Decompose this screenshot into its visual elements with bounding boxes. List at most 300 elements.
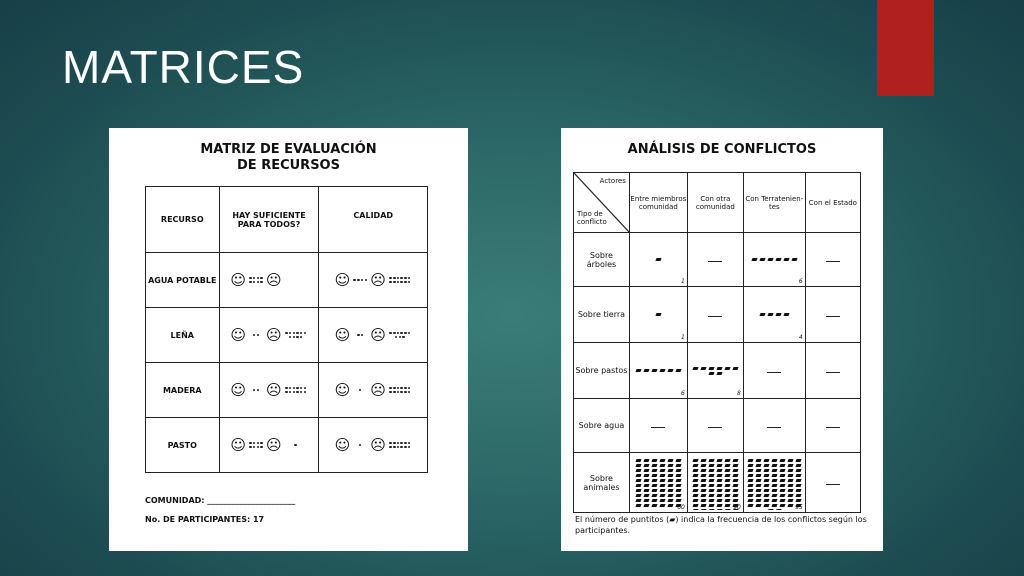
conflict-mark	[667, 504, 673, 507]
slide-title: MATRICES	[62, 41, 305, 93]
conflict-mark	[651, 469, 657, 472]
conflict-mark	[643, 489, 649, 492]
conflict-mark	[755, 459, 761, 462]
conflict-mark	[667, 459, 673, 462]
conflict-mark	[763, 479, 769, 482]
accent-bar	[877, 0, 934, 96]
conflict-mark	[779, 459, 785, 462]
conflict-mark	[692, 489, 698, 492]
conflict-mark	[755, 469, 761, 472]
conflict-row	[574, 453, 861, 513]
conflict-mark	[779, 469, 785, 472]
conflict-mark	[724, 504, 730, 507]
conflict-count: 6	[681, 390, 685, 397]
conflict-mark	[643, 499, 649, 502]
conflict-mark	[667, 369, 673, 372]
conflict-mark	[692, 494, 698, 497]
no-conflict-dash	[708, 261, 722, 262]
resource-row	[146, 418, 428, 473]
conflict-count: 1	[681, 334, 685, 341]
conflict-count: 4	[798, 334, 803, 341]
conflict-mark	[755, 489, 761, 492]
conflict-mark	[635, 459, 641, 462]
no-conflict-dash	[767, 427, 781, 428]
conflict-mark	[724, 489, 730, 492]
conflict-mark	[700, 367, 706, 370]
conflict-mark	[755, 474, 761, 477]
conflict-cell	[743, 453, 805, 513]
conflict-mark	[747, 504, 753, 507]
participants-label: No. DE PARTICIPANTES: 17	[145, 515, 265, 524]
conflict-mark	[659, 369, 665, 372]
conflict-mark	[755, 479, 761, 482]
conflict-mark	[675, 369, 681, 372]
conflict-mark	[708, 489, 714, 492]
conflict-mark	[716, 494, 722, 497]
conflict-mark	[651, 464, 657, 467]
conflict-count: 8	[737, 390, 741, 397]
quality-cell	[319, 418, 428, 473]
conflict-mark	[724, 464, 730, 467]
conflict-type-label: Sobre tierra	[574, 287, 630, 343]
conflict-cell	[743, 233, 805, 287]
conflict-mark	[771, 484, 777, 487]
conflict-mark	[775, 313, 781, 316]
conflict-mark	[716, 372, 722, 375]
conflict-mark	[771, 504, 777, 507]
conflict-mark	[779, 504, 785, 507]
conflict-mark	[724, 469, 730, 472]
conflict-mark	[779, 474, 785, 477]
conflict-mark	[643, 484, 649, 487]
conflict-mark	[795, 469, 801, 472]
conflict-mark	[787, 469, 793, 472]
conflict-mark	[716, 474, 722, 477]
conflict-mark	[635, 499, 641, 502]
conflict-mark	[635, 469, 641, 472]
conflict-type-label: Sobre animales	[574, 453, 630, 513]
conflict-mark	[667, 474, 673, 477]
conflict-mark	[771, 489, 777, 492]
conflict-mark	[783, 258, 789, 261]
conflict-mark	[635, 489, 641, 492]
conflict-mark	[775, 509, 781, 510]
conflict-mark	[771, 464, 777, 467]
conflict-mark	[659, 479, 665, 482]
conflict-mark	[651, 489, 657, 492]
enough-cell	[219, 363, 319, 418]
conflict-row	[574, 399, 861, 453]
conflict-mark	[708, 367, 714, 370]
conflict-mark	[763, 469, 769, 472]
conflict-mark	[795, 474, 801, 477]
resource-matrix-image	[109, 128, 468, 551]
frequency-note: El número de puntitos (▰) indica la frecuencia de los conflictos según los participantes.	[575, 515, 867, 535]
conflict-cell	[805, 233, 860, 287]
conflict-mark	[787, 479, 793, 482]
conflict-mark	[635, 369, 641, 372]
conflict-mark	[716, 509, 722, 510]
conflict-mark	[651, 484, 657, 487]
conflict-mark	[667, 469, 673, 472]
conflict-mark	[724, 499, 730, 502]
conflict-mark	[759, 313, 765, 316]
conflict-mark	[732, 499, 738, 502]
conflict-mark	[655, 313, 661, 316]
sad-face-icon: ☹	[266, 435, 282, 454]
happy-face-icon: ☺	[230, 325, 246, 344]
sad-face-icon: ☹	[266, 325, 282, 344]
conflict-mark	[643, 469, 649, 472]
resource-label: LEÑA	[146, 308, 220, 363]
conflict-mark	[700, 479, 706, 482]
conflict-mark	[724, 479, 730, 482]
conflict-mark	[659, 489, 665, 492]
conflict-cell	[687, 343, 743, 399]
conflict-mark	[700, 499, 706, 502]
conflict-mark	[675, 464, 681, 467]
conflict-mark	[779, 494, 785, 497]
conflict-mark	[655, 258, 661, 261]
conflict-mark	[755, 464, 761, 467]
conflict-mark	[675, 494, 681, 497]
conflict-mark	[708, 469, 714, 472]
resource-row	[146, 363, 428, 418]
conflict-mark	[763, 459, 769, 462]
conflict-mark	[763, 489, 769, 492]
conflict-mark	[775, 258, 781, 261]
conflict-mark	[643, 474, 649, 477]
enough-cell	[219, 308, 319, 363]
conflict-mark	[675, 469, 681, 472]
header-resource: RECURSO	[146, 187, 220, 253]
conflict-mark	[787, 459, 793, 462]
conflict-mark	[708, 484, 714, 487]
conflict-mark	[675, 459, 681, 462]
header-landowners: Con Terratenien-tes	[743, 173, 805, 233]
quality-cell	[319, 253, 428, 308]
conflict-type-label: Sobre pastos	[574, 343, 630, 399]
conflict-mark	[771, 494, 777, 497]
conflict-mark	[651, 504, 657, 507]
conflict-mark	[787, 499, 793, 502]
conflict-mark	[708, 504, 714, 507]
conflict-count: 90	[733, 504, 741, 511]
conflict-mark	[675, 474, 681, 477]
conflict-mark	[659, 504, 665, 507]
header-enough: HAY SUFICIENTE PARA TODOS?	[219, 187, 319, 253]
no-conflict-dash	[826, 261, 840, 262]
conflict-mark	[716, 489, 722, 492]
header-state: Con el Estado	[805, 173, 860, 233]
conflict-mark	[700, 464, 706, 467]
conflict-mark	[787, 489, 793, 492]
matrix-title-line1: MATRIZ DE EVALUACIÓN	[200, 142, 377, 157]
conflict-mark	[795, 499, 801, 502]
conflict-mark	[651, 459, 657, 462]
conflict-mark	[795, 484, 801, 487]
enough-cell	[219, 253, 319, 308]
happy-face-icon: ☺	[230, 435, 246, 454]
conflict-cell	[687, 399, 743, 453]
conflict-mark	[787, 504, 793, 507]
conflict-mark	[700, 494, 706, 497]
conflict-mark	[771, 474, 777, 477]
conflict-mark	[635, 479, 641, 482]
conflict-mark	[700, 474, 706, 477]
conflict-mark	[732, 469, 738, 472]
conflict-cell	[629, 453, 687, 513]
conflict-mark	[779, 484, 785, 487]
happy-face-icon: ☺	[230, 270, 246, 289]
conflict-count: 60	[677, 504, 685, 511]
conflict-mark	[795, 459, 801, 462]
conflict-mark	[779, 489, 785, 492]
conflict-mark	[708, 459, 714, 462]
conflict-count: 6	[798, 278, 803, 285]
conflict-mark	[675, 484, 681, 487]
conflict-mark	[763, 494, 769, 497]
conflict-mark	[759, 258, 765, 261]
conflict-mark	[643, 504, 649, 507]
no-conflict-dash	[826, 316, 840, 317]
conflict-mark	[708, 499, 714, 502]
conflict-mark	[747, 474, 753, 477]
conflict-type-label: Sobre agua	[574, 399, 630, 453]
conflict-cell	[687, 287, 743, 343]
happy-face-icon: ☺	[334, 435, 351, 454]
conflict-cell	[629, 287, 687, 343]
conflict-mark	[651, 499, 657, 502]
conflict-cell	[743, 399, 805, 453]
conflict-mark	[692, 464, 698, 467]
conflict-mark	[659, 474, 665, 477]
conflict-cell	[805, 399, 860, 453]
no-conflict-dash	[708, 427, 722, 428]
sad-face-icon: ☹	[370, 435, 386, 454]
conflict-mark	[667, 464, 673, 467]
no-conflict-dash	[826, 372, 840, 373]
conflict-mark	[635, 474, 641, 477]
conflict-mark	[716, 459, 722, 462]
conflict-mark	[783, 313, 789, 316]
conflict-mark	[755, 494, 761, 497]
conflict-mark	[708, 494, 714, 497]
conflict-cell	[687, 453, 743, 513]
conflict-mark	[771, 499, 777, 502]
conflict-mark	[692, 367, 698, 370]
conflict-mark	[791, 258, 797, 261]
conflict-mark	[716, 469, 722, 472]
conflict-mark	[732, 474, 738, 477]
conflict-cell	[805, 287, 860, 343]
conflict-mark	[659, 469, 665, 472]
conflict-type-label: Sobre árboles	[574, 233, 630, 287]
resource-row	[146, 253, 428, 308]
conflict-mark	[732, 479, 738, 482]
conflict-mark	[747, 484, 753, 487]
conflict-mark	[675, 499, 681, 502]
conflict-mark	[732, 464, 738, 467]
conflict-mark	[708, 464, 714, 467]
happy-face-icon: ☺	[230, 380, 246, 399]
resource-label: AGUA POTABLE	[146, 253, 220, 308]
conflict-mark	[763, 504, 769, 507]
conflict-cell	[687, 233, 743, 287]
conflict-mark	[700, 484, 706, 487]
conflict-mark	[700, 469, 706, 472]
happy-face-icon: ☺	[334, 325, 351, 344]
header-other-community: Con otra comunidad	[687, 173, 743, 233]
conflict-mark	[667, 494, 673, 497]
conflict-mark	[667, 489, 673, 492]
conflict-mark	[763, 484, 769, 487]
conflict-mark	[667, 499, 673, 502]
resource-label: PASTO	[146, 418, 220, 473]
conflict-mark	[747, 469, 753, 472]
conflict-mark	[708, 372, 714, 375]
conflict-mark	[795, 494, 801, 497]
conflict-mark	[787, 474, 793, 477]
conflict-mark	[771, 459, 777, 462]
conflict-mark	[763, 464, 769, 467]
conflict-mark	[692, 469, 698, 472]
conflict-mark	[708, 509, 714, 510]
resource-row	[146, 308, 428, 363]
conflict-mark	[659, 484, 665, 487]
sad-face-icon: ☹	[370, 270, 386, 289]
conflict-mark	[747, 489, 753, 492]
conflict-mark	[724, 484, 730, 487]
conflict-mark	[724, 367, 730, 370]
conflict-mark	[635, 464, 641, 467]
conflict-mark	[659, 459, 665, 462]
conflict-mark	[763, 474, 769, 477]
community-label: COMUNIDAD: ______________________	[145, 496, 296, 505]
conflict-mark	[651, 494, 657, 497]
conflict-mark	[724, 459, 730, 462]
conflict-mark	[700, 504, 706, 507]
conflict-mark	[635, 504, 641, 507]
conflict-mark	[651, 479, 657, 482]
conflict-mark	[755, 504, 761, 507]
conflict-mark	[692, 509, 698, 510]
conflict-mark	[779, 499, 785, 502]
conflict-cell	[629, 399, 687, 453]
conflict-mark	[795, 489, 801, 492]
conflict-cell	[805, 343, 860, 399]
resource-matrix-table	[145, 186, 428, 473]
conflict-mark	[724, 509, 730, 510]
conflict-mark	[755, 484, 761, 487]
conflict-mark	[771, 469, 777, 472]
conflict-mark	[675, 479, 681, 482]
matrix-title-line2: DE RECURSOS	[237, 158, 340, 173]
conflict-mark	[716, 499, 722, 502]
header-members: Entre miembros comunidad	[629, 173, 687, 233]
conflict-mark	[635, 494, 641, 497]
conflict-mark	[716, 367, 722, 370]
sad-face-icon: ☹	[266, 380, 282, 399]
conflict-mark	[643, 369, 649, 372]
conflict-mark	[692, 484, 698, 487]
conflict-mark	[795, 479, 801, 482]
conflict-table	[573, 172, 861, 513]
conflict-mark	[708, 474, 714, 477]
conflict-cell	[629, 233, 687, 287]
conflict-mark	[732, 367, 738, 370]
enough-cell	[219, 418, 319, 473]
conflict-mark	[700, 459, 706, 462]
conflict-mark	[732, 489, 738, 492]
conflict-mark	[651, 474, 657, 477]
conflict-mark	[751, 258, 757, 261]
conflict-mark	[667, 479, 673, 482]
conflict-mark	[732, 494, 738, 497]
conflict-mark	[716, 484, 722, 487]
conflict-mark	[747, 499, 753, 502]
quality-cell	[319, 308, 428, 363]
conflict-mark	[779, 464, 785, 467]
conflict-mark	[700, 489, 706, 492]
header-quality: CALIDAD	[319, 187, 428, 253]
sad-face-icon: ☹	[370, 325, 386, 344]
conflict-mark	[767, 313, 773, 316]
conflict-mark	[659, 499, 665, 502]
sad-face-icon: ☹	[266, 270, 282, 289]
conflict-mark	[732, 484, 738, 487]
conflict-mark	[724, 494, 730, 497]
conflict-count: 1	[681, 278, 685, 285]
conflict-mark	[747, 459, 753, 462]
corner-top-label: Actores	[599, 177, 626, 185]
conflict-mark	[643, 464, 649, 467]
sad-face-icon: ☹	[370, 380, 386, 399]
conflict-mark	[747, 479, 753, 482]
conflict-mark	[795, 464, 801, 467]
conflict-mark	[767, 258, 773, 261]
conflict-mark	[692, 459, 698, 462]
conflict-mark	[692, 474, 698, 477]
conflict-mark	[659, 464, 665, 467]
corner-bottom-label: Tipo de conflicto	[577, 210, 607, 226]
conflict-analysis-image	[561, 128, 883, 551]
conflict-mark	[787, 494, 793, 497]
conflict-mark	[700, 509, 706, 510]
conflict-mark	[747, 494, 753, 497]
corner-header	[574, 173, 630, 233]
conflict-mark	[763, 499, 769, 502]
conflict-mark	[643, 459, 649, 462]
resource-label: MADERA	[146, 363, 220, 418]
no-conflict-dash	[826, 484, 840, 485]
conflict-mark	[767, 509, 773, 510]
conflict-row	[574, 233, 861, 287]
conflict-mark	[787, 484, 793, 487]
conflict-mark	[667, 484, 673, 487]
conflict-cell	[743, 343, 805, 399]
conflict-cell	[629, 343, 687, 399]
conflict-mark	[708, 479, 714, 482]
conflict-mark	[692, 499, 698, 502]
conflict-mark	[724, 474, 730, 477]
conflict-mark	[779, 479, 785, 482]
conflict-mark	[692, 479, 698, 482]
conflict-mark	[732, 459, 738, 462]
conflict-mark	[771, 479, 777, 482]
conflict-mark	[675, 489, 681, 492]
happy-face-icon: ☺	[334, 270, 351, 289]
